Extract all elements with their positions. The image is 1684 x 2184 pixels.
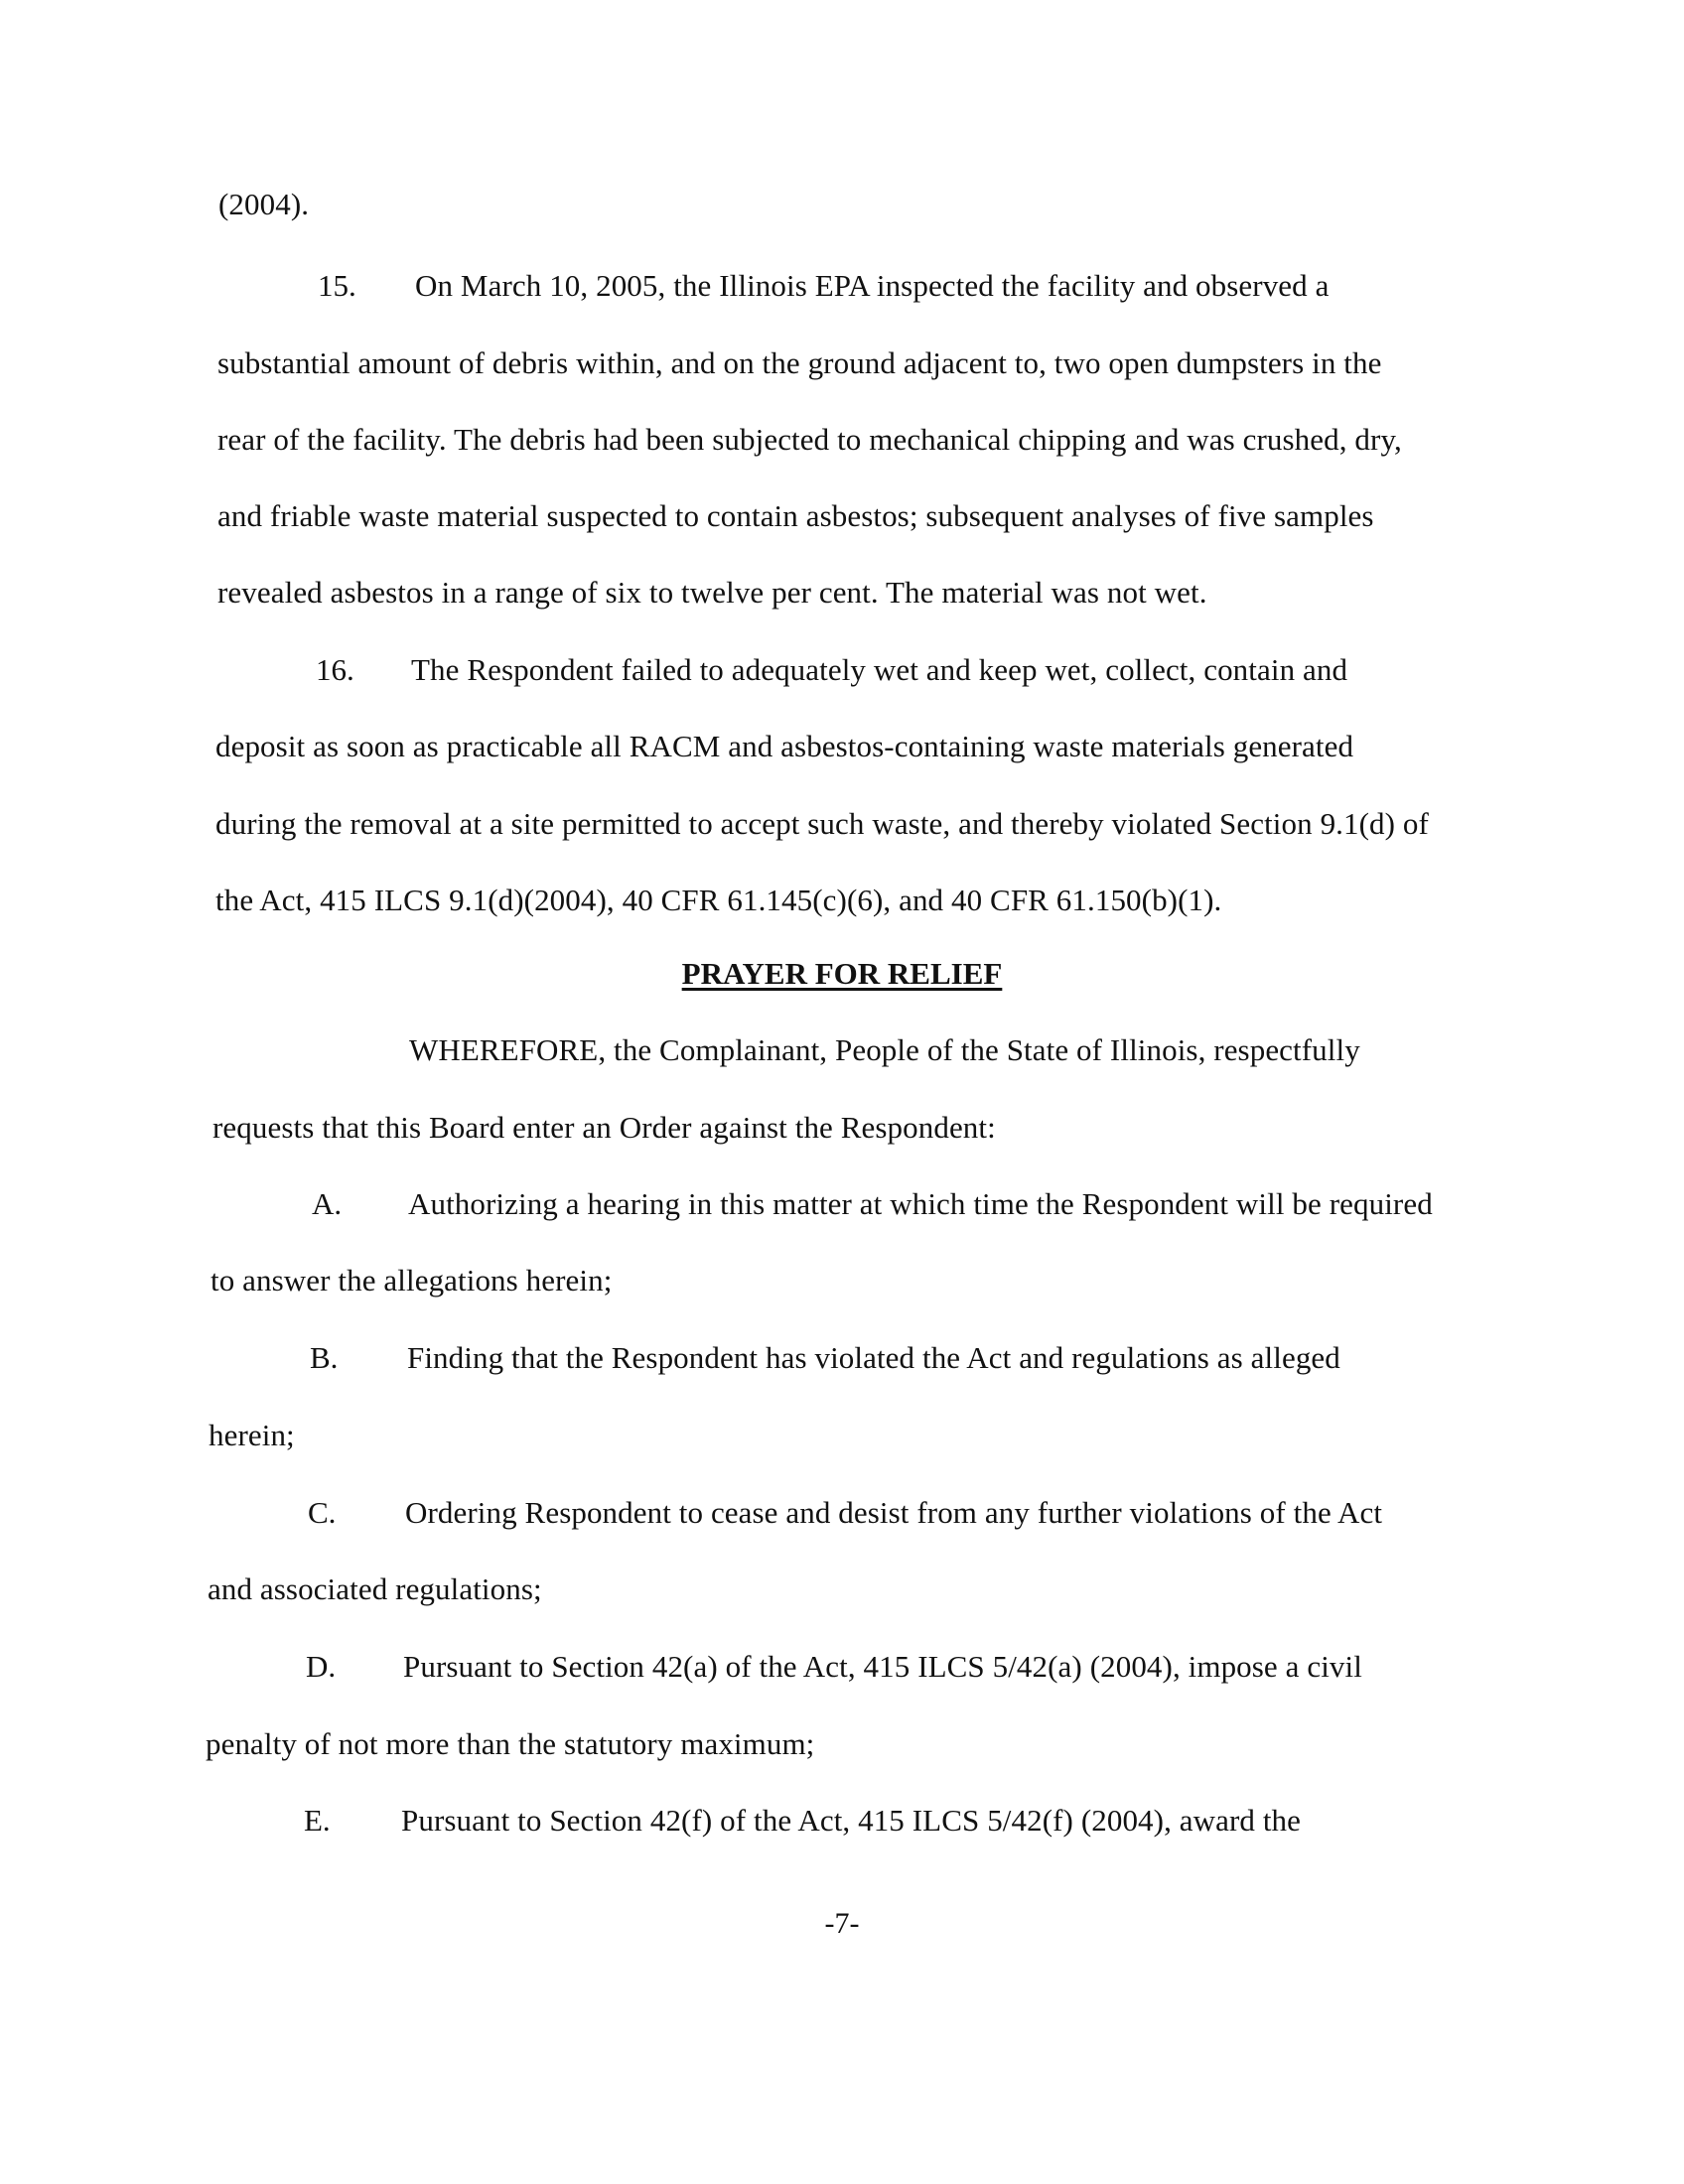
section-heading: PRAYER FOR RELIEF [681,956,1003,991]
relief-line: Pursuant to Section 42(f) of the Act, 415 ILCS 5/42(f) (2004), award the [401,1803,1302,1838]
page-number: -7- [824,1907,860,1940]
relief-line: to answer the allegations herein; [210,1263,613,1297]
relief-letter: A. [312,1186,343,1221]
paragraph-line: and friable waste material suspected to contain asbestos; subsequent analyses of five samples [217,498,1374,533]
relief-letter: C. [308,1495,337,1530]
relief-line: herein; [209,1418,295,1452]
relief-line: penalty of not more than the statutory maximum; [206,1726,815,1761]
relief-line: Authorizing a hearing in this matter at which time the Respondent will be required [408,1186,1433,1221]
relief-letter: B. [310,1340,339,1375]
paragraph-number: 16. [316,652,354,687]
paragraph-line: On March 10, 2005, the Illinois EPA inspected the facility and observed a [415,268,1330,303]
relief-line: and associated regulations; [208,1571,542,1606]
paragraph-line: rear of the facility. The debris had been subjected to mechanical chipping and was crushed, dry, [217,422,1402,457]
carry-over-text: (2004). [218,187,310,221]
paragraph-line: The Respondent failed to adequately wet and keep wet, collect, contain and [411,652,1348,687]
relief-line: Finding that the Respondent has violated the Act and regulations as alleged [407,1340,1340,1375]
paragraph-line: substantial amount of debris within, and on the ground adjacent to, two open dumpsters in the [217,345,1382,380]
paragraph-line: revealed asbestos in a range of six to twelve per cent. The material was not wet. [217,575,1207,610]
paragraph-line: WHEREFORE, the Complainant, People of the State of Illinois, respectfully [409,1032,1360,1067]
paragraph-line: requests that this Board enter an Order against the Respondent: [212,1110,996,1145]
relief-letter: E. [304,1803,331,1838]
relief-line: Ordering Respondent to cease and desist from any further violations of the Act [405,1495,1383,1530]
paragraph-line: during the removal at a site permitted to accept such waste, and thereby violated Section 9.1(d) of [215,806,1429,841]
relief-letter: D. [306,1649,337,1684]
paragraph-line: the Act, 415 ILCS 9.1(d)(2004), 40 CFR 61.145(c)(6), and 40 CFR 61.150(b)(1). [215,883,1222,917]
relief-line: Pursuant to Section 42(a) of the Act, 415 ILCS 5/42(a) (2004), impose a civil [403,1649,1362,1684]
paragraph-line: deposit as soon as practicable all RACM and asbestos-containing waste materials generated [215,729,1354,763]
paragraph-number: 15. [318,268,356,303]
